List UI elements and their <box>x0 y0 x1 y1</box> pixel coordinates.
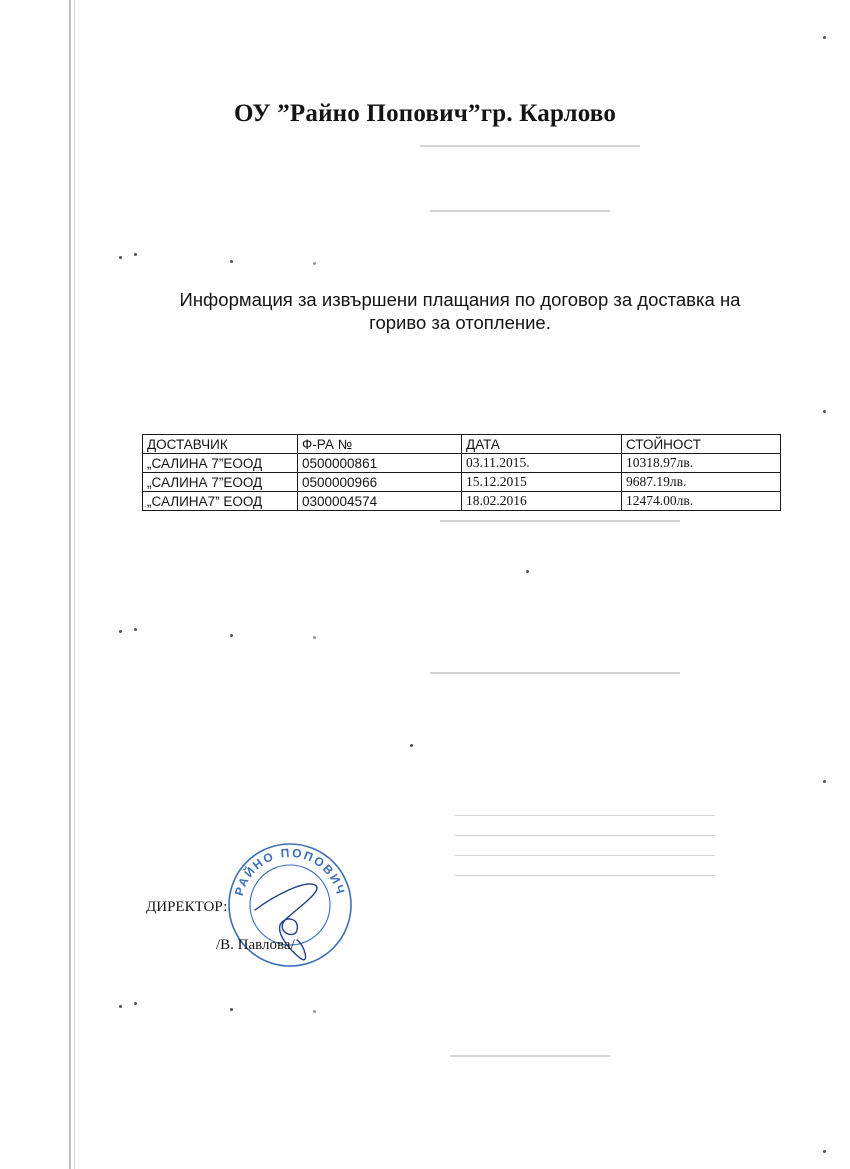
cell-amount <box>622 492 781 511</box>
bleed-through-mark <box>450 1055 610 1057</box>
cell-date: 15.12.2015 <box>462 473 622 492</box>
bleed-through-mark <box>430 672 680 674</box>
amount-value: 10318.97 <box>626 455 677 470</box>
table-row <box>143 454 781 473</box>
director-label: ДИРЕКТОР: <box>146 899 228 915</box>
cell-amount <box>622 454 781 473</box>
amount-value: 12474.00 <box>626 493 677 508</box>
column-header-date: ДАТА <box>462 435 622 454</box>
scan-speck <box>823 410 826 413</box>
bleed-through-mark <box>455 815 715 816</box>
scan-speck <box>119 1005 122 1008</box>
scan-speck <box>313 1010 316 1013</box>
bleed-through-mark <box>440 520 680 522</box>
director-name: /В. Павлова/ <box>216 937 295 953</box>
cell-amount <box>622 473 781 492</box>
cell-date: 03.11.2015. <box>462 454 622 473</box>
amount-unit: лв. <box>676 493 694 508</box>
table-row <box>143 492 781 511</box>
scan-speck <box>410 744 413 747</box>
scan-speck <box>823 36 826 39</box>
scan-speck <box>313 262 316 265</box>
scan-speck <box>526 570 529 573</box>
scan-speck <box>313 636 316 639</box>
amount-value: 9687.19 <box>626 474 670 489</box>
scan-speck <box>134 1002 137 1005</box>
cell-invoice: 0500000966 <box>298 473 462 492</box>
column-header-amount: СТОЙНОСТ <box>622 435 781 454</box>
table-row <box>143 473 781 492</box>
scan-fold-line <box>74 0 75 1169</box>
scan-speck <box>230 1008 233 1011</box>
bleed-through-mark <box>455 875 715 876</box>
column-header-supplier: ДОСТАВЧИК <box>143 435 298 454</box>
subtitle-line-2: гориво за отопление. <box>369 312 551 333</box>
table-header-row <box>143 435 781 454</box>
school-title: ОУ ”Райно Попович”гр. Карлово <box>233 100 617 127</box>
subtitle-line-1: Информация за извършени плащания по договор за доставка на <box>179 289 741 310</box>
scan-speck <box>119 256 122 259</box>
scan-speck <box>134 253 137 256</box>
cell-date: 18.02.2016 <box>462 492 622 511</box>
cell-supplier: „САЛИНА 7”ЕООД <box>143 473 298 492</box>
bleed-through-mark <box>430 210 610 212</box>
bleed-through-mark <box>455 855 715 856</box>
amount-unit: лв. <box>669 474 687 489</box>
scan-speck <box>134 628 137 631</box>
bleed-through-mark <box>420 145 640 147</box>
scan-speck <box>230 260 233 263</box>
scan-speck <box>823 780 826 783</box>
column-header-invoice: Ф-РА № <box>298 435 462 454</box>
cell-supplier: „САЛИНА 7”ЕООД <box>143 454 298 473</box>
scan-speck <box>230 634 233 637</box>
scan-fold-line <box>69 0 71 1169</box>
scan-speck <box>119 630 122 633</box>
cell-invoice: 0500000861 <box>298 454 462 473</box>
bleed-through-mark <box>455 835 715 836</box>
scan-speck <box>823 1150 826 1153</box>
payments-table <box>142 434 781 511</box>
document-subtitle <box>150 288 770 334</box>
stamp-ring-text: РАЙНО ПОПОВИЧ <box>231 845 349 898</box>
cell-invoice: 0300004574 <box>298 492 462 511</box>
amount-unit: лв. <box>676 455 694 470</box>
cell-supplier: „САЛИНА7” ЕООД <box>143 492 298 511</box>
